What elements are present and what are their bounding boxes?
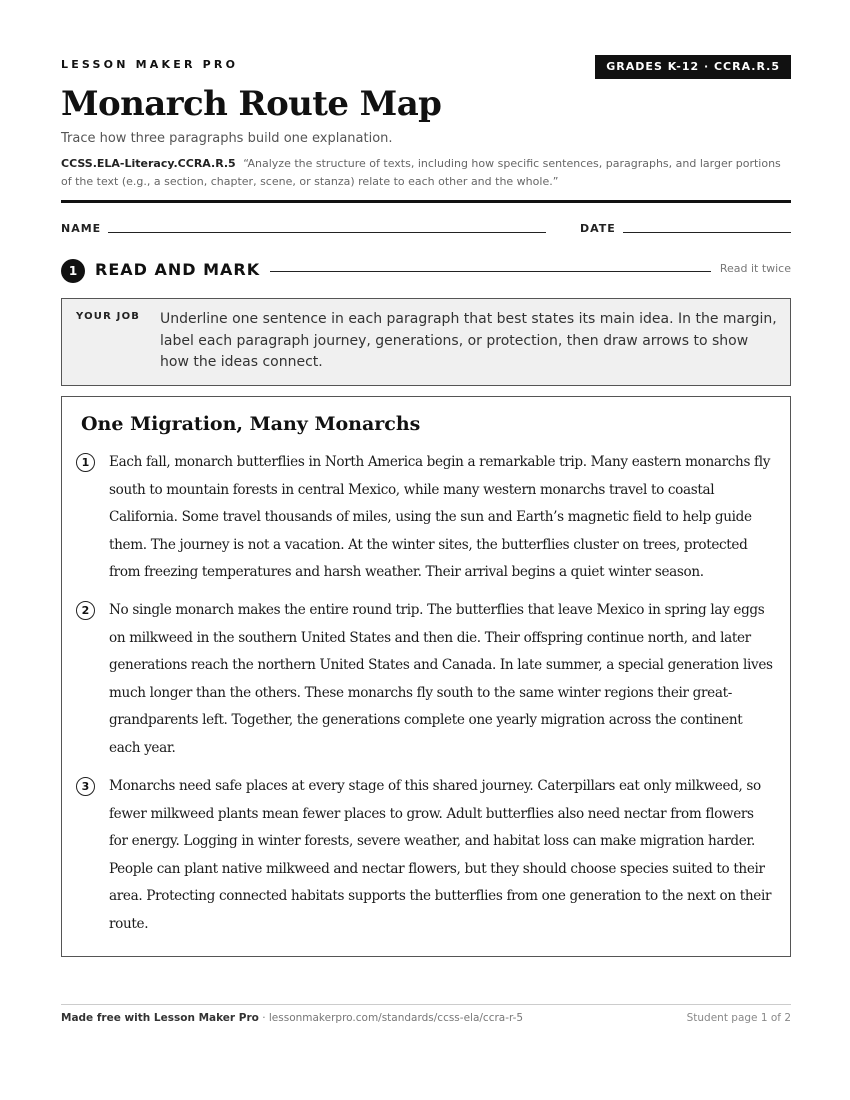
instructions-box bbox=[61, 298, 791, 386]
footer-separator: · bbox=[258, 1012, 269, 1024]
instructions-text: Underline one sentence in each paragraph that best states its main idea. In the margin, label each paragraph journey, generations, or protection, then draw arrows to show how the ideas connect. bbox=[160, 311, 777, 370]
standard-description bbox=[61, 155, 791, 191]
footer-made-with: Made free with Lesson Maker Pro bbox=[61, 1012, 259, 1024]
paragraph-number: 1 bbox=[76, 453, 95, 472]
paragraph-text: No single monarch makes the entire round trip. The butterflies that leave Mexico in spring lay eggs on milkweed in the southern United States and then die. Their offspring continue north, and later generations reach the northern United States and Canada. In late summer, a special generation lives much longer than the others. These monarchs fly south to the same winter regions their great-grandparents left. Together, the generations complete one yearly migration across the continent each year. bbox=[109, 602, 773, 756]
worksheet-page bbox=[61, 0, 791, 1100]
date-label: DATE bbox=[580, 222, 616, 235]
date-field[interactable] bbox=[623, 232, 791, 233]
reading-passage bbox=[61, 396, 791, 957]
section-number-badge: 1 bbox=[61, 259, 85, 283]
paragraph-text: Monarchs need safe places at every stage of this shared journey. Caterpillars eat only milkweed, so fewer milkweed plants mean fewer places to grow. Adult butterflies also need nectar from flowers for energy. Logging in winter forests, severe weather, and habitat loss can make migration harder. People can plant native milkweed and nectar flowers, but they should choose species suited to their area. Protecting connected habitats supports the butterflies from one generation to the next on their route. bbox=[109, 778, 772, 932]
grade-badge: GRADES K-12 · CCRA.R.5 bbox=[595, 55, 791, 79]
instructions-label: YOUR JOB bbox=[76, 311, 141, 322]
name-field[interactable] bbox=[108, 232, 546, 233]
brand-name: LESSON MAKER PRO bbox=[61, 58, 239, 71]
footer-divider bbox=[61, 1004, 791, 1005]
footer-url[interactable]: lessonmakerpro.com/standards/ccss-ela/ccra-r-5 bbox=[268, 1012, 524, 1024]
standard-code: CCSS.ELA-Literacy.CCRA.R.5 bbox=[61, 157, 236, 170]
section-divider bbox=[270, 271, 711, 272]
paragraph-number: 2 bbox=[76, 601, 95, 620]
paragraph-text: Each fall, monarch butterflies in North America begin a remarkable trip. Many eastern monarchs fly south to mountain forests in central Mexico, while many western monarchs travel to coastal California. Some travel thousands of miles, using the sun and Earth’s magnetic field to help guide them. The journey is not a vacation. At the winter sites, the butterflies cluster on trees, protected from freezing temperatures and harsh weather. Their arrival begins a quiet winter season. bbox=[109, 454, 771, 581]
name-label: NAME bbox=[61, 222, 102, 235]
page-subtitle: Trace how three paragraphs build one explanation. bbox=[61, 131, 393, 146]
page-title: Monarch Route Map bbox=[61, 84, 442, 124]
section-hint: Read it twice bbox=[719, 262, 791, 275]
standard-text: “Analyze the structure of texts, including how specific sentences, paragraphs, and larger portions of the text (e.g., a section, chapter, scene, or stanza) relate to each other and the whole.” bbox=[61, 157, 781, 188]
page-number: Student page 1 of 2 bbox=[686, 1012, 791, 1024]
passage-title: One Migration, Many Monarchs bbox=[81, 413, 421, 435]
header-divider bbox=[61, 200, 791, 203]
footer-credit bbox=[61, 1012, 523, 1024]
paragraph-number: 3 bbox=[76, 777, 95, 796]
section-title: READ AND MARK bbox=[95, 260, 261, 279]
